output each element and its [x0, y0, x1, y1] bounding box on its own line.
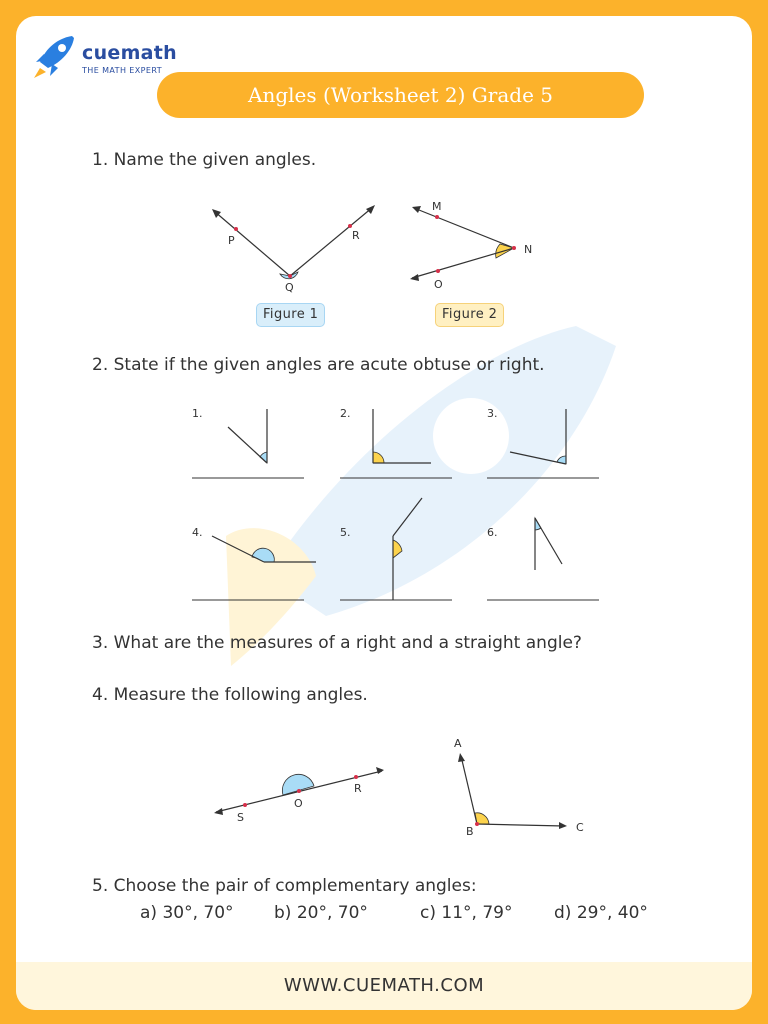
point-c-label: C — [576, 821, 584, 834]
point-b-label: B — [466, 825, 474, 838]
question-3: 3. What are the measures of a right and a straight angle? — [92, 633, 582, 653]
brand-name: cuemath — [82, 42, 178, 64]
angle-abc — [454, 737, 584, 838]
figure-1-label: Figure 1 — [256, 303, 325, 327]
point-s-label: S — [237, 811, 244, 824]
brand-tagline: THE MATH EXPERT — [82, 66, 162, 75]
point-o4-label: O — [294, 797, 303, 810]
point-r-label: R — [352, 229, 360, 242]
item-4-number: 4. — [192, 526, 203, 539]
item-1-number: 1. — [192, 407, 203, 420]
worksheet-page — [16, 16, 752, 1010]
point-n-label: N — [524, 243, 533, 256]
question-4: 4. Measure the following angles. — [92, 685, 368, 705]
footer-url[interactable]: WWW.CUEMATH.COM — [283, 975, 485, 996]
page-title: Angles (Worksheet 2) Grade 5 — [248, 83, 553, 107]
point-p-label: P — [228, 234, 235, 247]
option-d: d) 29°, 40° — [554, 903, 648, 923]
item-5-number: 5. — [340, 526, 351, 539]
item-3-number: 3. — [487, 407, 498, 420]
question-5: 5. Choose the pair of complementary angles: — [92, 876, 477, 896]
point-o-label: O — [434, 278, 443, 291]
option-a: a) 30°, 70° — [140, 903, 234, 923]
point-r4-label: R — [354, 782, 362, 795]
item-2-number: 2. — [340, 407, 351, 420]
question-4-figures — [16, 16, 752, 1010]
point-m-label: M — [432, 200, 442, 213]
point-a-label: A — [454, 737, 462, 750]
question-1: 1. Name the given angles. — [92, 150, 317, 170]
point-q-label: Q — [285, 281, 294, 294]
option-c: c) 11°, 79° — [420, 903, 513, 923]
item-6-number: 6. — [487, 526, 498, 539]
option-b: b) 20°, 70° — [274, 903, 368, 923]
figure-2-label: Figure 2 — [435, 303, 504, 327]
question-2: 2. State if the given angles are acute obtuse or right. — [92, 355, 545, 375]
straight-angle-sor — [214, 767, 384, 824]
